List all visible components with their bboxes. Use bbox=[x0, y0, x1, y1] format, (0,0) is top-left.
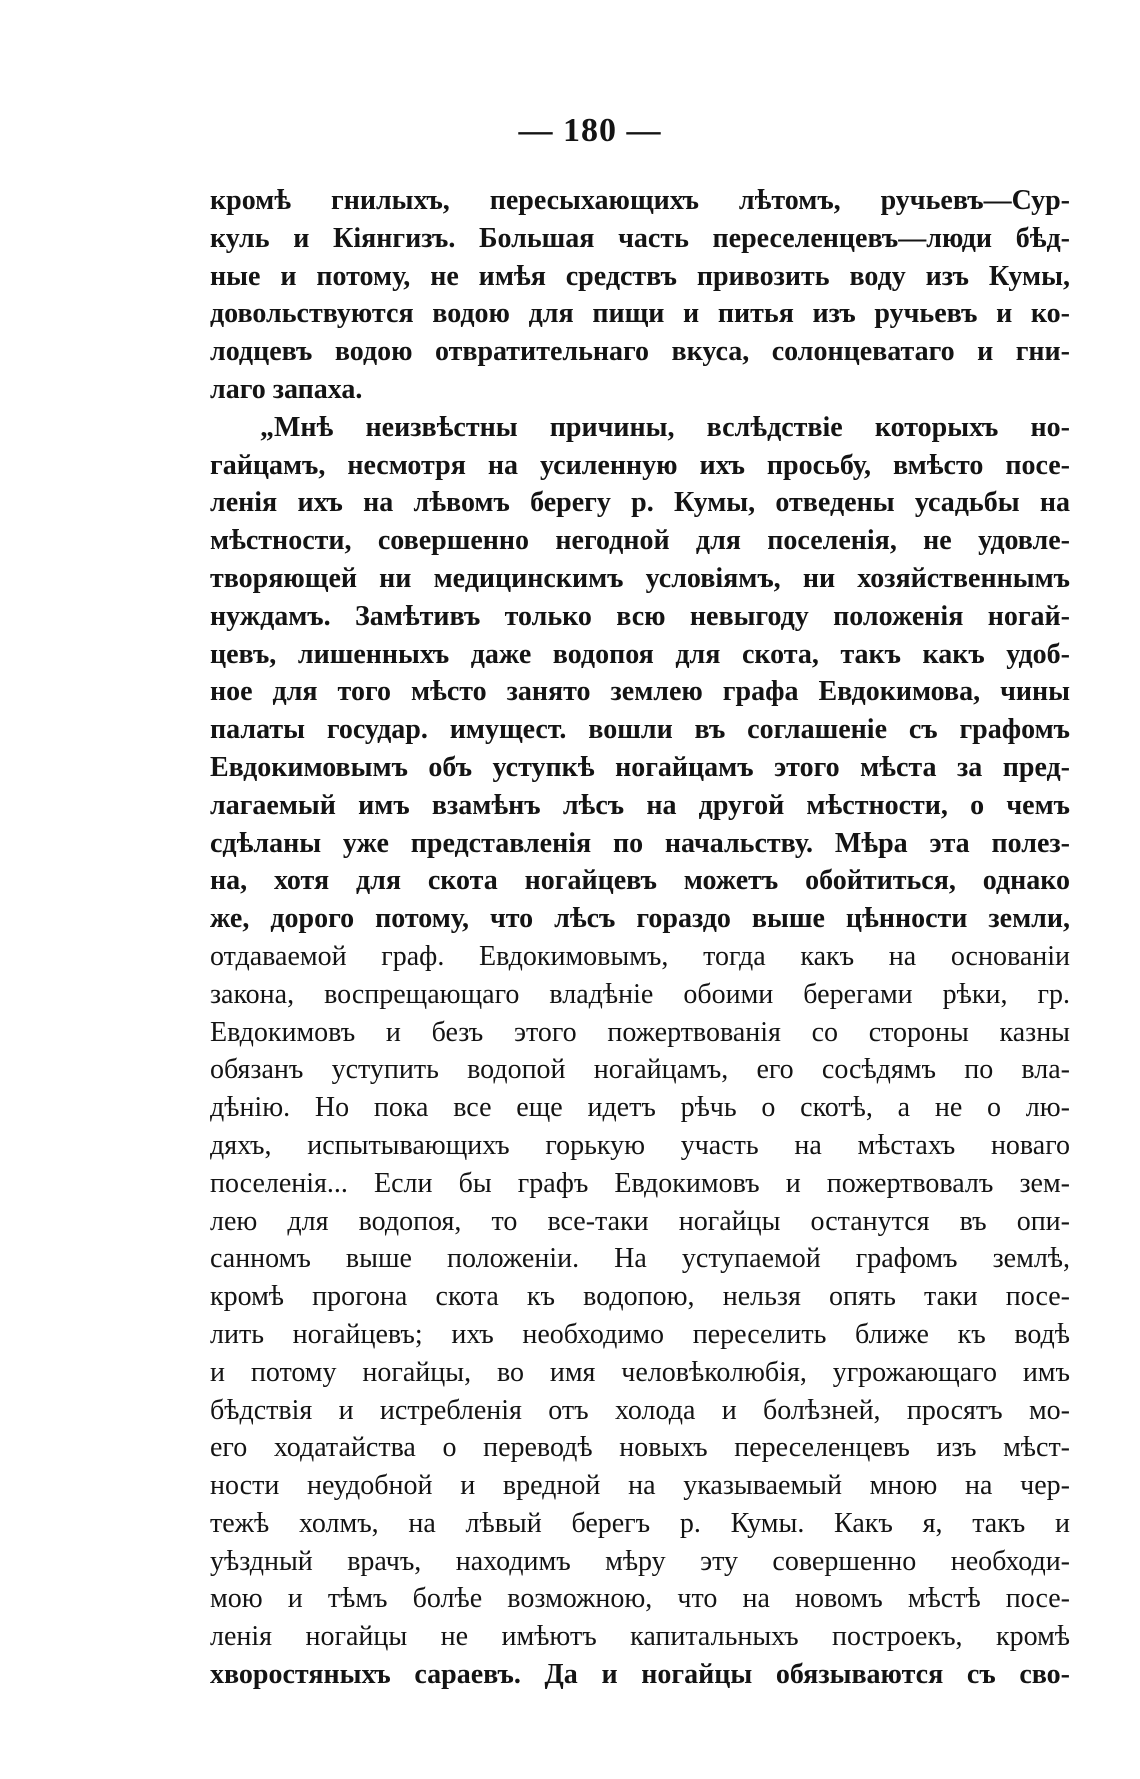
text-line: мою и тѣмъ болѣе возможною, что на новомъ мѣстѣ посе- bbox=[210, 1583, 1070, 1615]
text-line: отдаваемой граф. Евдокимовымъ, тогда какъ на основаніи bbox=[210, 940, 1070, 972]
text-line: ленія ногайцы не имѣютъ капитальныхъ построекъ, кромѣ bbox=[210, 1621, 1070, 1653]
text-line: лодцевъ водою отвратительнаго вкуса, солонцеватаго и гни- bbox=[210, 336, 1070, 368]
text-line: его ходатайства о переводѣ новыхъ переселенцевъ изъ мѣст- bbox=[210, 1432, 1070, 1464]
text-line: довольствуются водою для пищи и питья изъ ручьевъ и ко- bbox=[210, 298, 1070, 330]
text-line: дяхъ, испытывающихъ горькую участь на мѣстахъ новаго bbox=[210, 1129, 1070, 1161]
text-line: сдѣланы уже представленія по начальству. Мѣра эта полез- bbox=[210, 827, 1070, 859]
text-line: поселенія... Если бы графъ Евдокимовъ и пожертвовалъ зем- bbox=[210, 1167, 1070, 1199]
text-line: нуждамъ. Замѣтивъ только всю невыгоду положенія ногай- bbox=[210, 600, 1070, 632]
page-number: — 180 — bbox=[518, 112, 662, 149]
text-line: закона, воспрещающаго владѣніе обоими берегами рѣки, гр. bbox=[210, 978, 1070, 1010]
text-line: гайцамъ, несмотря на усиленную ихъ просьбу, вмѣсто посе- bbox=[210, 449, 1070, 481]
text-line: лить ногайцевъ; ихъ необходимо переселить ближе къ водѣ bbox=[210, 1318, 1070, 1350]
text-line: ные и потому, не имѣя средствъ привозить воду изъ Кумы, bbox=[210, 260, 1070, 292]
text-line: Евдокимовымъ объ уступкѣ ногайцамъ этого мѣста за пред- bbox=[210, 751, 1070, 783]
text-line: обязанъ уступить водопой ногайцамъ, его сосѣдямъ по вла- bbox=[210, 1054, 1070, 1086]
text-line: на, хотя для скота ногайцевъ можетъ обойтиться, однако bbox=[210, 865, 1070, 897]
text-line: бѣдствія и истребленія отъ холода и болѣзней, просятъ мо- bbox=[210, 1394, 1070, 1426]
text-line: лагаемый имъ взамѣнъ лѣсъ на другой мѣстности, о чемъ bbox=[210, 789, 1070, 821]
text-line: хворостяныхъ сараевъ. Да и ногайцы обязываются съ сво- bbox=[210, 1659, 1070, 1691]
text-line: ленія ихъ на лѣвомъ берегу р. Кумы, отведены усадьбы на bbox=[210, 487, 1070, 519]
text-line: тежѣ холмъ, на лѣвый берегъ р. Кумы. Какъ я, такъ и bbox=[210, 1507, 1070, 1539]
text-line: Евдокимовъ и безъ этого пожертвованія со стороны казны bbox=[210, 1016, 1070, 1048]
text-line: же, дорого потому, что лѣсъ гораздо выше цѣнности земли, bbox=[210, 903, 1070, 935]
text-line: ности неудобной и вредной на указываемый мною на чер- bbox=[210, 1470, 1070, 1502]
text-line: уѣздный врачъ, находимъ мѣру эту совершенно необходи- bbox=[210, 1545, 1070, 1577]
text-line: творяющей ни медицинскимъ условіямъ, ни хозяйственнымъ bbox=[210, 562, 1070, 594]
text-line: санномъ выше положеніи. На уступаемой графомъ землѣ, bbox=[210, 1243, 1070, 1275]
text-line: и потому ногайцы, во имя человѣколюбія, угрожающаго имъ bbox=[210, 1356, 1070, 1388]
text-line: лею для водопоя, то все-таки ногайцы останутся въ опи- bbox=[210, 1205, 1070, 1237]
body-text bbox=[210, 182, 1070, 1694]
text-line: кромѣ гнилыхъ, пересыхающихъ лѣтомъ, ручьевъ—Сур- bbox=[210, 185, 1070, 216]
text-line: дѣнію. Но пока все еще идетъ рѣчь о скотѣ, а не о лю- bbox=[210, 1092, 1070, 1124]
text-line: лаго запаха. bbox=[210, 373, 363, 405]
text-line: цевъ, лишенныхъ даже водопоя для скота, такъ какъ удоб- bbox=[210, 638, 1070, 670]
text-line: палаты государ. имущест. вошли въ соглашеніе съ графомъ bbox=[210, 714, 1070, 746]
text-line: кромѣ прогона скота къ водопою, нельзя опять таки посе- bbox=[210, 1281, 1070, 1313]
text-line: куль и Кіянгизъ. Большая часть переселенцевъ—люди бѣд- bbox=[210, 222, 1070, 254]
text-line: ное для того мѣсто занято землею графа Евдокимова, чины bbox=[210, 676, 1070, 708]
text-line: „Мнѣ неизвѣстны причины, вслѣдствіе которыхъ но- bbox=[260, 411, 1070, 443]
text-line: мѣстности, совершенно негодной для поселенія, не удовле- bbox=[210, 525, 1070, 557]
